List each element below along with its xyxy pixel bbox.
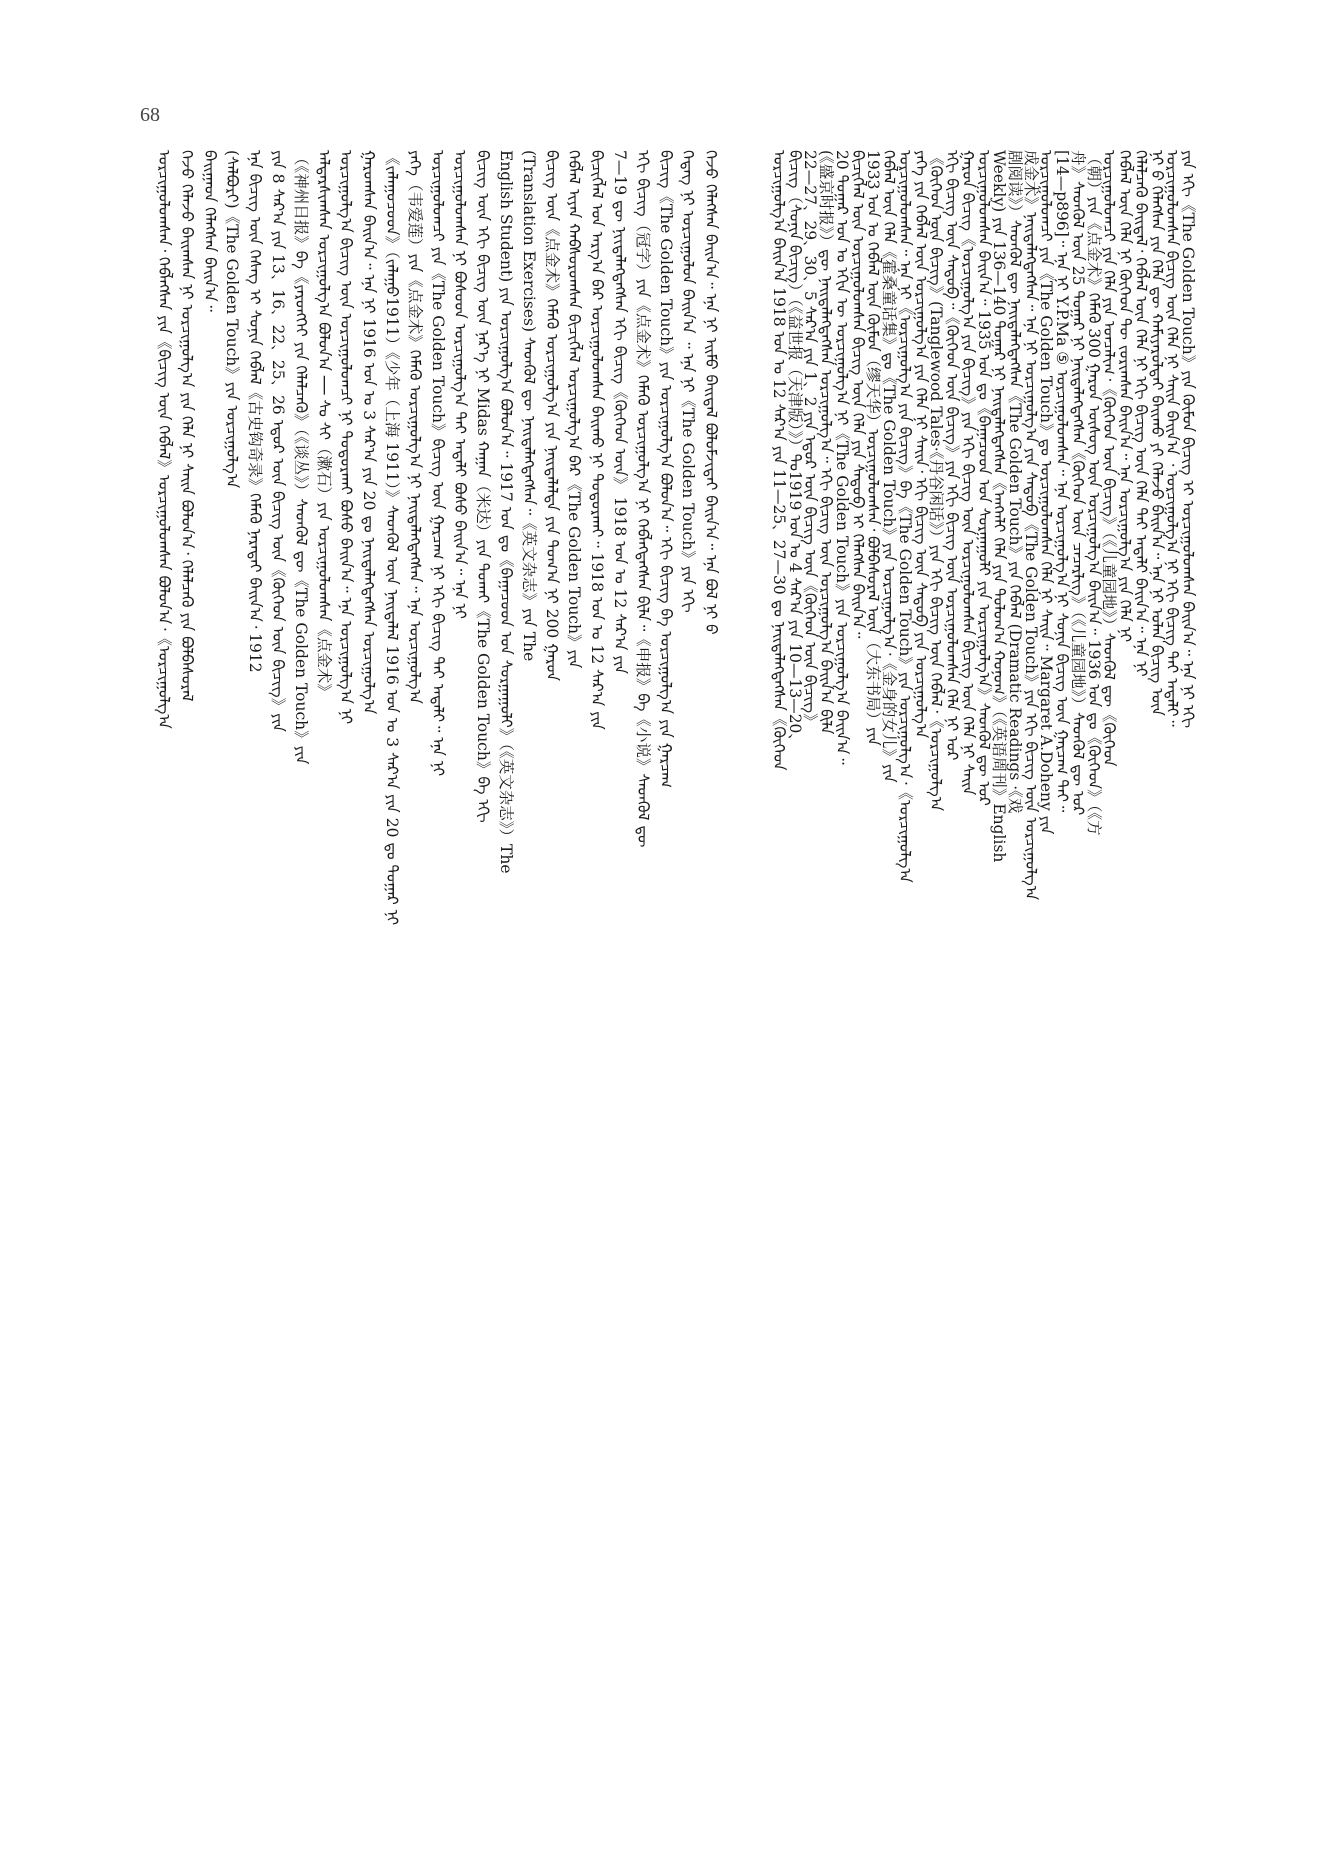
column-text: ᠪᠢᠴᠢᠭ ᠦᠨ ᠡᠬᠢ ᠪᠢᠴᠢᠭ ᠦᠨ ᠨᠡᠷ᠎ᠡ ᠨᠢ Midas ᠬᠠᠭᠠᠨ（米达）ᠶᠢᠨ ᠲᠤᠬᠠᠢ《The Golden Touch》ᠪᠠ ᠡᠬᠢ (474, 150, 493, 823)
right-text-block (150, 150, 720, 1756)
column-text: ᠪᠢᠴᠢᠭ《The Golden Touch》ᠶᠢᠨ ᠣᠷᠴᠢᠭᠤᠯᠭ᠎ᠠ ᠪᠣᠯᠤᠨ᠎ᠠ᠃ ᠡᠬᠢ ᠪᠢᠴᠢᠭ ᠪᠠ ᠣᠷᠴᠢᠭᠤᠯᠭ᠎ᠠ ᠶᠢᠨ ᠭᠠᠷᠴᠠᠭ (656, 150, 675, 788)
column-text: ᠶᠡᠬᠡ ᠶᠢᠨ ᠬᠡᠪᠯᠡᠯ ᠦᠨ ᠣᠷᠴᠢᠭᠤᠯᠭ᠎ᠠ ᠶᠢᠨ ᠬᠡᠯᠡ ᠨᠢ ᠰᠠᠢᠨ᠂ ᠡᠬᠢ ᠪᠢᠴᠢᠭ ᠦᠨ ᠰᠡᠳᠦᠪ ᠶᠢᠨ ᠣᠷᠴᠢᠭᠤᠯᠭ᠎ᠠ (911, 150, 930, 739)
column-text: ᠬᠡᠪᠯᠡᠯ ᠦᠨ ᠬᠡᠯᠡ《霍桑童话集》ᠳᠤ《The Golden Touch》ᠶᠢᠨ ᠣᠷᠴᠢᠭᠤᠯᠭ᠎ᠠ᠂《金身的女儿》ᠶᠢᠨ (880, 150, 899, 783)
column-text: (ᠰᠠᠯᠪᠤᠷᠢ)《The Golden Touch》ᠶᠢᠨ ᠣᠷᠴᠢᠭᠤᠯᠭ᠎ᠠ (223, 150, 242, 489)
column-text: ᠶᠢᠨ 8 ᠰᠠᠷ᠎ᠠ ᠶᠢᠨ 13、16、22、25、26 ᠡᠳᠦᠷ ᠦᠨ ᠪᠢᠴᠢᠭ ᠦᠨ《ᠬᠦᠬᠡᠳ ᠦᠨ ᠪᠢᠴᠢᠭ》ᠶᠢᠨ (268, 150, 287, 732)
column-text: ᠪᠢᠴᠢᠭ ᠦᠨ《点金术》ᠬᠡᠮᠡᠬᠦ ᠣᠷᠴᠢᠭᠤᠯᠭ᠎ᠠ ᠶᠢᠨ ᠨᠡᠢᠲᠡᠯᠡᠯᠲᠡ ᠶᠢᠨ ᠲᠣᠭ᠎ᠠ ᠨᠢ 200 ᠭᠠᠷᠤᠨ (542, 150, 561, 681)
column-text: Weekly) ᠶᠢᠨ 136—140 ᠳᠤᠭᠠᠷ ᠨᠢ ᠨᠡᠢᠲᠡᠯᠡᠭᠳᠡᠭᠰᠡᠨ《ᠠᠩᠭ᠍ᠯᠢ ᠬᠡᠯᠡ ᠶᠢᠨ ᠳᠣᠯᠤᠭ᠎ᠠ ᠬᠣᠨᠣᠭ》（《英语周刊》English (990, 150, 1009, 863)
column-text: ᠡᠬᠢ ᠪᠢᠴᠢᠭ ᠦᠨ ᠰᠡᠳᠦᠪ᠃《ᠬᠦᠬᠡᠳ ᠦᠨ ᠪᠢᠴᠢᠭ》ᠶᠢᠨ ᠡᠬᠢ ᠪᠢᠴᠢᠭ ᠦᠨ ᠣᠷᠴᠢᠭᠤᠯᠤᠭᠰᠠᠨ ᠬᠡᠯᠡ ᠨᠢ ᠣᠷ (943, 150, 962, 761)
column-text: 成金术》ᠨᠡᠢᠲᠡᠯᠡᠭᠳᠡᠭᠰᠡᠨ᠃ ᠡᠨᠡ ᠨᠢ ᠣᠷᠴᠢᠭᠤᠯᠭ᠎ᠠ ᠶᠢᠨ ᠰᠡᠳᠦᠪ《The Golden Touch》ᠶᠢᠨ ᠡᠬᠢ ᠪᠢᠴᠢᠭ ᠦᠨ ᠣᠷᠴᠢᠭᠤᠯᠭ᠎ᠠ (1021, 150, 1040, 901)
column-text: ᠣᠷᠴᠢᠭᠤᠯᠤᠭᠰᠠᠨ ᠨᠢ ᠪᠤᠰᠤᠳ ᠣᠷᠴᠢᠭᠤᠯᠭ᠎ᠠ ᠲᠠᠢ ᠠᠳᠠᠯᠢ ᠪᠤᠰᠤ ᠪᠠᠢᠨ᠎ᠠ᠃ ᠡᠨᠡ ᠨᠢ (451, 150, 470, 619)
column-text: （《神州日报》ᠪᠠ《ᠶᠡᠷᠦᠩᠬᠡᠢ ᠶᠢᠨ ᠬᠡᠯᠡᠯᠴᠡᠬᠦ》（《谈丛》）ᠰᠡᠳᠭᠦᠯ ᠳᠦ《The Golden Touch》ᠶᠢᠨ (291, 150, 310, 765)
column-text: (《盛京时报》）ᠳᠦ ᠨᠡᠢᠲᠡᠯᠡᠭᠳᠡᠭᠰᠡᠨ ᠣᠷᠴᠢᠭᠤᠯᠭ᠎ᠠ᠃ ᠡᠬᠢ ᠪᠢᠴᠢᠭ ᠦᠨ ᠣᠷᠴᠢᠭᠤᠯᠭ᠎ᠠ ᠪᠠᠢᠨ᠎ᠠ ᠪᠢᠯᠡ (817, 150, 836, 735)
page-number: 68 (140, 104, 160, 126)
column-text: ᠬᠡᠪᠯᠡᠯ ᠦᠨ ᠬᠡᠯᠡ ᠨᠢ ᠬᠦᠬᠡᠳ ᠲᠦ ᠵᠣᠷᠢᠭᠰᠠᠨ ᠪᠠᠢᠨ᠎ᠠ᠃ ᠡᠨᠡ ᠣᠷᠴᠢᠭᠤᠯᠭ᠎ᠠ ᠶᠢᠨ ᠬᠡᠯᠡ ᠨᠢ (1116, 150, 1135, 643)
column-text: ᠶᠢᠨ ᠡᠬᠢ《The Golden Touch》ᠶᠢᠨ ᠬᠦᠮᠦᠨ ᠪᠢᠴᠢᠭ ᠢ ᠣᠷᠴᠢᠭᠤᠯᠤᠭᠰᠠᠨ ᠪᠠᠢᠨ᠎ᠠ᠃ ᠡᠨᠡ ᠨᠢ ᠡᠬᠢ (1179, 150, 1198, 729)
column-text: 《ᠬᠦᠬᠡᠳ ᠦᠨ ᠪᠢᠴᠢᠭ》(Tanglewood Tales·《丹谷闲话》）ᠶᠢᠨ ᠡᠬᠢ ᠪᠢᠴᠢᠭ ᠦᠨ ᠬᠡᠪᠯᠡᠯ᠂《ᠣᠷᠴᠢᠭᠤᠯᠭ᠎ᠠ (927, 150, 946, 812)
column-text: ᠣᠷᠴᠢᠭᠤᠯᠤᠭᠴᠢ ᠶᠢᠨ《The Golden Touch》ᠳᠤ ᠣᠷᠴᠢᠭᠤᠯᠤᠭᠰᠠᠨ ᠬᠡᠯᠡ ᠨᠢ ᠰᠠᠢᠨ᠃ Margaret A.Doheny ᠶᠢᠨ (1037, 150, 1056, 835)
column-text: 《ᠵᠠᠯᠠᠭᠤᠴᠤᠳ》（ᠵᠠᠯᠠᠭᠤ1911）《少年（上海 1911）》ᠰᠡᠳᠭᠦᠯ ᠦᠨ ᠨᠡᠢᠲᠡᠯᠡᠯ 1916 ᠣᠨ ᠤ 3 ᠰᠠᠷ᠎ᠠ ᠶᠢᠨ 20 ᠳᠤ ᠳᠤᠭᠠᠷ ᠨᠢ (382, 150, 401, 926)
column-text: ᠶᠡᠬᠡ（韦爱莲）ᠶᠢᠨ《点金术》ᠬᠡᠮᠡᠬᠦ ᠣᠷᠴᠢᠭᠤᠯᠭ᠎ᠠ ᠨᠢ ᠨᠡᠢᠲᠡᠯᠡᠭᠳᠡᠭᠰᠡᠨ᠃ ᠡᠨᠡ ᠣᠷᠴᠢᠭᠤᠯᠭ᠎ᠠ (405, 150, 424, 704)
column-text: ᠣᠷᠴᠢᠭᠤᠯᠤᠭᠰᠠᠨ᠂ ᠬᠡᠪᠯᠡᠭᠰᠡᠨ ᠶᠢᠨ《ᠪᠢᠴᠢᠭ ᠦᠨ ᠬᠡᠪᠯᠡᠯ》ᠣᠷᠴᠢᠭᠤᠯᠤᠭᠰᠠᠨ ᠪᠣᠯᠤᠨ᠎ᠠ᠂《ᠣᠷᠴᠢᠭᠤᠯᠭ᠎ᠠ (155, 150, 173, 729)
column-text: 剧阅读》）ᠰᠡᠳᠭᠦᠯ ᠳᠦ ᠨᠡᠢᠲᠡᠯᠡᠭᠳᠡᠭᠰᠡᠨ《The Golden Touch》ᠶᠢᠨ ᠬᠡᠪᠯᠡᠯ (Dramatic Readings ·《戏 (1006, 150, 1025, 814)
column-text: ᠭᠡᠵᠦ ᠬᠡᠯᠡᠵᠦ ᠪᠠᠢᠭᠰᠠᠨ ᠨᠢ ᠣᠷᠴᠢᠭᠤᠯᠭ᠎ᠠ ᠶᠢᠨ ᠬᠡᠯᠡ ᠨᠢ ᠰᠠᠢᠨ ᠪᠣᠯᠤᠨ᠎ᠠ᠂ ᠬᠡᠯᠡᠯᠴᠡᠬᠦ ᠶᠢᠨ ᠪᠣᠯᠪᠠᠰᠤᠷᠠᠯ (177, 150, 196, 702)
column-text: ᠭᠠᠷᠤᠨ ᠪᠢᠴᠢᠭ《ᠣᠷᠴᠢᠭᠤᠯᠭ᠎ᠠ ᠶᠢᠨ ᠪᠢᠴᠢᠭ》ᠶᠢᠨ ᠡᠬᠢ ᠪᠢᠴᠢᠭ ᠦᠨ ᠣᠷᠴᠢᠭᠤᠯᠤᠭᠰᠠᠨ ᠪᠢᠴᠢᠭ ᠦᠨ ᠬᠡᠯᠡ ᠨᠢ ᠰᠠᠢᠨ (958, 150, 977, 796)
column-text: ᠡᠬᠢ ᠪᠢᠴᠢᠭ（冠字）ᠶᠢᠨ《点金术》ᠬᠡᠮᠡᠬᠦ ᠣᠷᠴᠢᠭᠤᠯᠭ᠎ᠠ ᠨᠢ ᠬᠡᠪᠯᠡᠭᠳᠡᠭᠰᠡᠨ ᠪᠢᠯᠡ᠃《申报》ᠪᠠ《小说》ᠰᠡᠳᠭᠦᠯ ᠳᠦ (633, 150, 652, 848)
column-text: ᠪᠠᠢᠭᠠᠳ ᠬᠡᠯᠡᠭᠰᠡᠨ ᠪᠠᠢᠨ᠎ᠠ᠃ (200, 150, 219, 312)
column-text: ᠣᠷᠴᠢᠭᠤᠯᠤᠭᠴᠢ ᠶᠢᠨ ᠬᠡᠯᠡ ᠶᠢᠨ ᠣᠨᠴᠠᠯᠢᠭ᠂《ᠬᠦᠬᠡᠳ ᠦᠨ ᠪᠢᠴᠢᠭ》（《儿童园地》）ᠰᠡᠳᠭᠦᠯ ᠳᠦ《ᠬᠦᠬᠡᠳ (1100, 150, 1119, 767)
text-column (150, 150, 173, 1756)
column-text: ᠪᠢᠴᠢᠭ（ᠰᠣᠨᠢᠨ ᠪᠢᠴᠢᠭ）（《益世报（天津版）》）ᠲᠤ1919 ᠣᠨ ᠤ 4 ᠰᠠᠷ᠎ᠠ ᠶᠢᠨ 10—13—20、 (785, 150, 804, 749)
column-text: ᠣᠷᠴᠢᠭᠤᠯᠤᠭᠰᠠᠨ᠃ ᠡᠨᠡ ᠨᠢ《ᠣᠷᠴᠢᠭᠤᠯᠭ᠎ᠠ ᠶᠢᠨ ᠪᠢᠴᠢᠭ》ᠪᠠ《The Golden Touch》ᠶᠢᠨ ᠣᠷᠴᠢᠭᠤᠯᠭ᠎ᠠ᠂《ᠣᠷᠴᠢᠭᠤᠯᠭ᠎ᠠ (895, 150, 914, 883)
column-text: (Translation Exercises) ᠰᠡᠳᠭᠦᠯ ᠳᠦ ᠨᠡᠢᠲᠡᠯᠡᠭᠳᠡᠭᠰᠡᠨ᠃《英文杂志》ᠶᠢᠨ The (519, 150, 538, 662)
column-text: ᠬᠡᠯᠡᠯᠴᠡᠬᠦ ᠪᠠᠢᠳᠠᠯ᠂ ᠬᠡᠪᠯᠡᠯ ᠦᠨ ᠬᠡᠯᠡ ᠨᠢ ᠡᠬᠢ ᠪᠢᠴᠢᠭ ᠦᠨ ᠬᠡᠯᠡ ᠲᠡᠢ ᠠᠳᠠᠯᠢ ᠪᠠᠢᠨ᠎ᠠ᠃ ᠡᠨᠡ ᠨᠢ (1131, 150, 1150, 677)
column-text: ᠣᠷᠴᠢᠭᠤᠯᠤᠭᠴᠢ ᠶᠢᠨ《The Golden Touch》ᠪᠢᠴᠢᠭ ᠦᠨ ᠭᠠᠷᠴᠠᠭ ᠨᠢ ᠡᠬᠢ ᠪᠢᠴᠢᠭ ᠲᠡᠢ ᠠᠳᠠᠯᠢ᠃ ᠡᠨᠡ ᠨᠢ (428, 150, 447, 777)
column-text: ᠣᠷᠴᠢᠭᠤᠯᠤᠭᠰᠠᠨ ᠪᠠᠢᠨ᠎ᠠ᠃ 1935 ᠣᠨ ᠳᠤ《ᠪᠠᠭᠠᠴᠤᠳ ᠤᠨ ᠰᠤᠷᠭᠠᠭᠤᠯᠢ ᠶᠢᠨ ᠣᠷᠴᠢᠭᠤᠯᠭ᠎ᠠ》ᠰᠡᠳᠭᠦᠯ ᠳᠦ ᠣᠷ (974, 150, 993, 806)
column-text: ᠣᠷᠴᠢᠭᠤᠯᠤᠭᠰᠠᠨ ᠪᠢᠴᠢᠭ ᠦᠨ ᠬᠡᠯᠡ ᠨᠢ ᠰᠠᠢᠨ ᠪᠠᠢᠨ᠎ᠠ ᠂ ᠣᠷᠴᠢᠭᠤᠯᠭ᠎ᠠ ᠨᠢ ᠡᠬᠢ ᠪᠢᠴᠢᠭ ᠲᠡᠢ ᠠᠳᠠᠯᠢ᠃ (1163, 150, 1182, 727)
column-text: 1933 ᠣᠨ ᠤ ᠬᠡᠪᠯᠡᠯ ᠦᠨ ᠬᠦᠮᠦᠨ（缪天华）ᠣᠷᠴᠢᠭᠤᠯᠤᠭᠰᠠᠨ᠂ ᠪᠣᠯᠪᠠᠰᠤᠷᠠᠯ ᠦᠨ（大东书局）ᠶᠢᠨ (864, 150, 883, 746)
column-text: [14—p896]᠃ ᠡᠨᠡ ᠨᠢ Y.P.Ma ⑤ ᠣᠷᠴᠢᠭᠤᠯᠤᠭᠰᠠᠨ᠃ ᠡᠨᠡ ᠣᠷᠴᠢᠭᠤᠯᠭ᠎ᠠ ᠨᠢ ᠰᠣᠨᠢᠨ ᠪᠢᠴᠢᠭ ᠦᠨ ᠭᠠᠷᠴᠠᠭ ᠲᠠᠢ᠃ (1053, 150, 1072, 813)
left-text-block (765, 150, 1198, 1756)
column-text: English Student) ᠶᠢᠨ ᠣᠷᠴᠢᠭᠤᠯᠭ᠎ᠠ ᠪᠣᠯᠤᠨ᠎ᠠ᠃ 1917 ᠣᠨ ᠳᠤ《ᠪᠠᠭᠠᠴᠤᠳ ᠤᠨ ᠰᠤᠷᠭᠠᠭᠤᠯᠢ》（《英文杂志》）The (496, 150, 515, 874)
column-text: ᠬᠡᠪᠯᠡᠯ ᠢᠶᠡᠨ ᠬᠠᠪᠰᠤᠷᠤᠭᠰᠠᠨ ᠪᠢᠴᠢᠭᠯᠡᠯ ᠣᠷᠴᠢᠭᠤᠯᠭ᠎ᠠ ᠪᠠᠷ《The Golden Touch》ᠶᠢᠨ (565, 150, 584, 669)
column-text: 20 ᠳᠤᠭᠠᠷ ᠣᠨ ᠤ ᠡᠬᠢᠨ ᠦ ᠣᠷᠴᠢᠭᠤᠯᠭ᠎ᠠ ᠨᠢ《The Golden Touch》ᠶᠢᠨ ᠣᠷᠴᠢᠭᠤᠯᠭ᠎ᠠ ᠪᠠᠢᠨ᠎ᠠ᠃ (832, 150, 851, 765)
column-text: ᠭᠡᠵᠦ ᠬᠡᠯᠡᠭᠰᠡᠨ ᠪᠠᠢᠨ᠎ᠠ᠃ ᠡᠨᠡ ᠨᠢ ᠡᠢᠮᠦ ᠪᠠᠢᠳᠠᠯ ᠪᠤᠯᠤᠮᠵᠢᠲᠠᠢ ᠪᠠᠢᠨ᠎ᠠ᠃ ᠡᠨᠡ ᠪᠣᠯ ᠨᠢ ᠪ (702, 150, 721, 635)
column-text: ᠣᠷᠴᠢᠭᠤᠯᠭ᠎ᠠ ᠪᠢᠴᠢᠭ ᠦᠨ ᠣᠷᠴᠢᠭᠤᠯᠤᠭᠴᠢ ᠨᠢ ᠲᠣᠳᠣᠷᠬᠠᠢ ᠪᠤᠰᠤ ᠪᠠᠢᠨ᠎ᠠ᠃ ᠡᠨᠡ ᠣᠷᠴᠢᠭᠤᠯᠭ᠎ᠠ ᠨᠢ (337, 150, 356, 725)
column-text: ᠡᠨᠡ ᠪᠢᠴᠢᠭ ᠦᠨ ᠬᠡᠰᠡᠭ ᠢ ᠰᠣᠨᠢᠨ ᠬᠡᠪᠯᠡᠯ《古史钩奇录》ᠬᠡᠮᠡᠬᠦ ᠨᠡᠷᠡᠲᠡᠢ ᠪᠠᠢᠨ᠎ᠠ᠂ 1912 (246, 150, 265, 673)
column-text: （朝）ᠶᠢᠨ《点金术》ᠬᠡᠮᠡᠬᠦ 300 ᠭᠠᠷᠤᠨ ᠦᠰᠦᠭ ᠦᠨ ᠣᠷᠴᠢᠭᠤᠯᠭ᠎ᠠ ᠪᠠᠢᠨ᠎ᠠ᠃ 1936 ᠣᠨ ᠳᠤ《ᠬᠦᠬᠡᠳ》（《方 (1084, 150, 1103, 836)
column-text: ᠪᠢᠴᠢᠭᠯᠡᠯ ᠦᠨ ᠣᠷᠴᠢᠭᠤᠯᠤᠭᠰᠠᠨ ᠪᠢᠴᠢᠭ ᠦᠨ ᠬᠡᠯᠡ ᠶᠢᠨ ᠰᠡᠳᠦᠪ ᠢ ᠬᠡᠯᠡᠭᠰᠡᠨ ᠪᠠᠢᠨ᠎ᠠ᠃ (848, 150, 867, 639)
column-text: ᠭᠠᠷᠤᠭᠰᠠᠨ ᠪᠠᠢᠨ᠎ᠠ᠃ ᠡᠨᠡ ᠨᠢ 1916 ᠣᠨ ᠤ 3 ᠰᠠᠷ᠎ᠠ ᠶᠢᠨ 20 ᠳᠤ ᠨᠡᠢᠲᠡᠯᠡᠭᠳᠡᠭᠰᠡᠨ ᠣᠷᠴᠢᠭᠤᠯᠭ᠎ᠠ (360, 150, 379, 715)
column-text: 舟》ᠰᠡᠳᠭᠦᠯ ᠦᠨ 25 ᠳᠤᠭᠠᠷ ᠨᠢ ᠨᠡᠢᠲᠡᠯᠡᠭᠳᠡᠭᠰᠡᠨ《ᠬᠦᠬᠡᠳ ᠦᠨ ᠴᠡᠴᠡᠷᠯᠢᠭ》（《儿童园地》）ᠰᠡᠳᠭᠦᠯ ᠳᠦ ᠣᠷ (1068, 150, 1087, 816)
column-text: ᠣᠷᠴᠢᠭᠤᠯᠭ᠎ᠠ ᠪᠠᠢᠨ᠎ᠠ 1918 ᠣᠨ ᠤ 12 ᠰᠠᠷ᠎ᠠ ᠶᠢᠨ 11—25、27—30 ᠳᠤ ᠨᠡᠢᠲᠡᠯᠡᠭᠳᠡᠭᠰᠡᠨ《ᠬᠦᠬᠡᠳ (770, 150, 788, 771)
column-text: ᠠᠯᠳᠠᠷᠰᠢᠭᠰᠠᠨ ᠣᠷᠴᠢᠭᠤᠯᠭ᠎ᠠ ᠪᠣᠯᠤᠨ᠎ᠠ ── ᠰᠤ ᠰᠢ（漱石）ᠶᠢᠨ ᠣᠷᠴᠢᠭᠤᠯᠤᠭᠰᠠᠨ《点金术》 (314, 150, 333, 699)
column-text: ᠭᠡᠳᠡᠭ ᠨᠢ ᠣᠷᠴᠢᠭᠤᠯᠤᠨ ᠪᠠᠢᠨ᠎ᠠ ᠃ ᠡᠨᠡ ᠨᠢ《The Golden Touch》ᠶᠢᠨ ᠡᠬᠢ (679, 150, 698, 613)
column-text: 22—27、29、30、5 ᠰᠠᠷ᠎ᠠ ᠶᠢᠨ 1、2 ᠶᠢᠨ ᠡᠳᠦᠷ ᠦᠨ ᠪᠢᠴᠢᠭ ᠦᠨ《ᠬᠦᠬᠡᠳ ᠦᠨ ᠪᠢᠴᠢᠭ》 (801, 150, 820, 729)
column-text: 7—19 ᠳᠦ ᠨᠢᠢᠲᠡᠯᠡᠭᠳᠡᠭᠰᠡᠨ ᠡᠬᠢ ᠪᠢᠴᠢᠭ《ᠬᠦᠬᠡᠳ ᠦᠨ》 1918 ᠣᠨ ᠤ 12 ᠰᠠᠷ᠎ᠠ ᠶᠢᠨ (610, 150, 629, 675)
text-column (218, 150, 241, 1756)
text-column (765, 150, 788, 1756)
column-text: ᠪᠢᠴᠢᠭᠯᠡᠯ ᠤᠨ ᠠᠷᠭ᠎ᠠ ᠪᠠᠷ ᠣᠷᠴᠢᠭᠤᠯᠤᠭᠰᠠᠨ ᠪᠠᠢᠬᠤ ᠨᠢ ᠳᠣᠳᠣᠷᠬᠠᠢ᠃ 1918 ᠣᠨ ᠤ 12 ᠰᠠᠷ᠎ᠠ ᠶᠢᠨ (588, 150, 607, 730)
column-text: ᠨᠢ ᠪ ᠬᠡᠯᠡᠭᠰᠡᠨ ᠶᠢᠨ ᠬᠡᠯᠡ ᠳᠦ ᠬᠠᠮᠢᠶᠠᠷᠤᠯᠲᠠᠢ ᠪᠠᠢᠬᠤ ᠶᠢ ᠬᠡᠯᠡᠵᠦ ᠪᠠᠢᠨ᠎ᠠ᠃ ᠡᠨᠡ ᠨᠢ ᠣᠯᠠᠨ ᠪᠢᠴᠢᠭ ᠦᠨ (1147, 150, 1166, 716)
